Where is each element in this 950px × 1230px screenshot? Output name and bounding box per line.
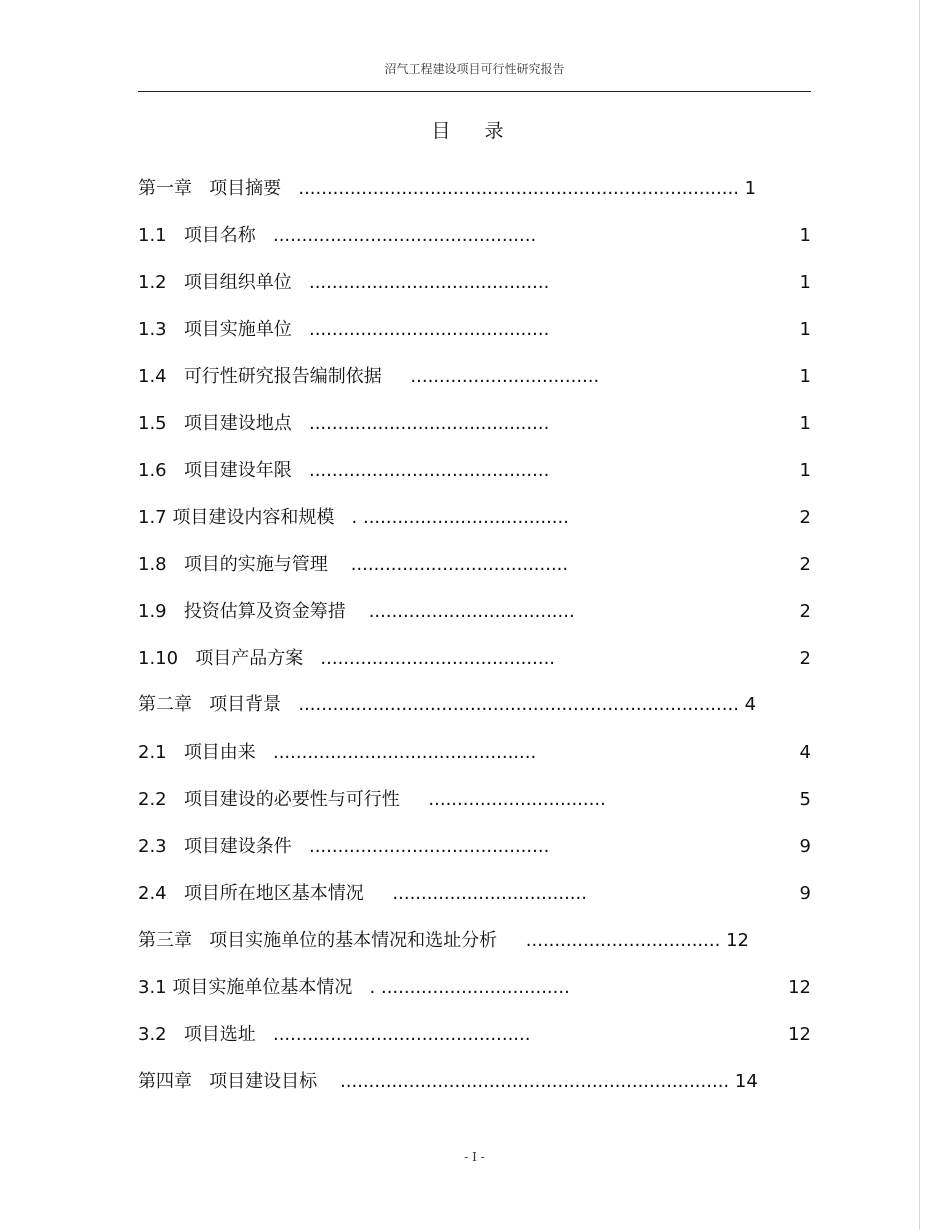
toc-entry-number: 1.7 bbox=[138, 507, 167, 528]
toc-entry-page: 2 bbox=[799, 601, 811, 622]
toc-entry-number: 2.2 bbox=[138, 789, 167, 810]
toc-entry-number: 1.4 bbox=[138, 366, 167, 387]
toc-entry-chapter-4[interactable] bbox=[138, 1069, 758, 1095]
toc-entry-leader: .......................................... bbox=[308, 460, 550, 481]
toc-entry-number: 1.6 bbox=[138, 460, 167, 481]
toc-entry-leader: . .................................... bbox=[351, 507, 569, 528]
header-rule bbox=[138, 91, 811, 92]
toc-entry-text: 项目建设内容和规模 bbox=[172, 507, 335, 528]
toc-entry-leader: ............................................................................. bbox=[298, 694, 739, 715]
toc-entry-page: 12 bbox=[788, 977, 811, 998]
toc-entry-text: 项目摘要 bbox=[209, 178, 282, 199]
toc-entry-leader: .......................................... bbox=[308, 413, 550, 434]
toc-entry-number: 1.2 bbox=[138, 272, 167, 293]
toc-entry-1-5[interactable] bbox=[138, 411, 549, 437]
toc-entry-text: 项目背景 bbox=[209, 694, 282, 715]
toc-entry-page: 1 bbox=[799, 460, 811, 481]
toc-entry-page: 1 bbox=[799, 272, 811, 293]
toc-entry-3-2[interactable] bbox=[138, 1022, 530, 1048]
toc-entry-leader: ...................................... bbox=[350, 554, 569, 575]
toc-entry-page: 12 bbox=[726, 930, 749, 951]
toc-entry-text: 项目所在地区基本情况 bbox=[183, 883, 364, 904]
toc-entry-1-1[interactable] bbox=[138, 223, 536, 249]
toc-entry-leader: .......................................... bbox=[308, 272, 550, 293]
toc-entry-leader: .......................................... bbox=[308, 836, 550, 857]
toc-entry-page: 1 bbox=[799, 319, 811, 340]
toc-entry-number: 1.1 bbox=[138, 225, 167, 246]
toc-entry-page: 14 bbox=[734, 1071, 758, 1092]
toc-entry-1-7[interactable] bbox=[138, 505, 569, 531]
toc-entry-number: 1.5 bbox=[138, 413, 167, 434]
toc-entry-text: 项目产品方案 bbox=[195, 648, 304, 669]
toc-entry-number: 1.9 bbox=[138, 601, 167, 622]
toc-entry-chapter-3[interactable] bbox=[138, 928, 749, 954]
toc-entry-text: 项目建设目标 bbox=[209, 1071, 318, 1092]
toc-entry-leader: .................................... bbox=[368, 601, 575, 622]
toc-entry-text: 项目实施单位 bbox=[183, 319, 292, 340]
toc-entry-2-1[interactable] bbox=[138, 740, 536, 766]
toc-entry-leader: .................................. bbox=[392, 883, 587, 904]
toc-entry-text: 项目组织单位 bbox=[183, 272, 292, 293]
toc-entry-number: 2.1 bbox=[138, 742, 167, 763]
toc-entry-page: 9 bbox=[799, 836, 811, 857]
toc-entry-leader: .......................................... bbox=[308, 319, 550, 340]
toc-entry-page: 2 bbox=[799, 648, 811, 669]
toc-entry-leader: .............................................. bbox=[272, 742, 537, 763]
toc-entry-leader: ......................................... bbox=[320, 648, 556, 669]
toc-entry-number: 第二章 bbox=[138, 694, 192, 715]
toc-title: 目 录 bbox=[431, 120, 518, 142]
toc-entry-number: 1.10 bbox=[138, 648, 179, 669]
toc-entry-number: 1.8 bbox=[138, 554, 167, 575]
toc-entry-text: 项目实施单位的基本情况和选址分析 bbox=[209, 930, 498, 951]
toc-entry-text: 项目建设的必要性与可行性 bbox=[183, 789, 400, 810]
toc-entry-page: 1 bbox=[744, 178, 757, 199]
toc-entry-number: 2.3 bbox=[138, 836, 167, 857]
toc-entry-chapter-1[interactable] bbox=[138, 176, 756, 202]
toc-entry-page: 5 bbox=[799, 789, 811, 810]
toc-entry-2-4[interactable] bbox=[138, 881, 587, 907]
toc-entry-page: 4 bbox=[799, 742, 811, 763]
toc-entry-1-6[interactable] bbox=[138, 458, 549, 484]
toc-entry-1-2[interactable] bbox=[138, 270, 549, 296]
toc-entry-leader: ............................................................................. bbox=[298, 178, 739, 199]
toc-entry-3-1[interactable] bbox=[138, 975, 570, 1001]
toc-entry-chapter-2[interactable] bbox=[138, 692, 756, 718]
toc-entry-1-4[interactable] bbox=[138, 364, 599, 390]
toc-entry-1-10[interactable] bbox=[138, 646, 555, 672]
toc-entry-text: 项目建设条件 bbox=[183, 836, 292, 857]
toc-entry-page: 2 bbox=[799, 507, 811, 528]
toc-entry-text: 可行性研究报告编制依据 bbox=[183, 366, 382, 387]
toc-entry-page: 1 bbox=[799, 225, 811, 246]
page-footer-number: - I - bbox=[464, 1150, 485, 1164]
toc-entry-text: 项目实施单位基本情况 bbox=[172, 977, 353, 998]
toc-entry-text: 项目名称 bbox=[183, 225, 256, 246]
toc-entry-2-3[interactable] bbox=[138, 834, 549, 860]
toc-entry-1-8[interactable] bbox=[138, 552, 568, 578]
toc-entry-number: 1.3 bbox=[138, 319, 167, 340]
toc-entry-number: 第三章 bbox=[138, 930, 192, 951]
running-header: 沼气工程建设项目可行性研究报告 bbox=[384, 62, 565, 76]
toc-entry-page: 12 bbox=[788, 1024, 811, 1045]
toc-entry-leader: ............................................. bbox=[272, 1024, 531, 1045]
toc-entry-text: 项目由来 bbox=[183, 742, 256, 763]
toc-entry-text: 项目建设地点 bbox=[183, 413, 292, 434]
toc-entry-leader: .................................. bbox=[525, 930, 721, 951]
toc-entry-page: 9 bbox=[799, 883, 811, 904]
toc-entry-text: 项目选址 bbox=[183, 1024, 256, 1045]
toc-entry-page: 1 bbox=[799, 366, 811, 387]
toc-entry-page: 2 bbox=[799, 554, 811, 575]
toc-entry-2-2[interactable] bbox=[138, 787, 606, 813]
toc-entry-page: 4 bbox=[744, 694, 757, 715]
toc-entry-leader: ............................... bbox=[428, 789, 606, 810]
toc-entry-number: 2.4 bbox=[138, 883, 167, 904]
toc-entry-number: 第一章 bbox=[138, 178, 192, 199]
toc-entry-1-3[interactable] bbox=[138, 317, 549, 343]
toc-entry-number: 第四章 bbox=[138, 1071, 192, 1092]
toc-entry-leader: ................................. bbox=[410, 366, 600, 387]
toc-entry-leader: .............................................. bbox=[272, 225, 537, 246]
toc-entry-leader: . ................................. bbox=[369, 977, 570, 998]
toc-entry-leader: .................................................................... bbox=[340, 1071, 730, 1092]
toc-entry-number: 3.2 bbox=[138, 1024, 167, 1045]
page-edge bbox=[919, 0, 920, 1230]
toc-entry-text: 项目建设年限 bbox=[183, 460, 292, 481]
toc-entry-number: 3.1 bbox=[138, 977, 167, 998]
toc-entry-text: 项目的实施与管理 bbox=[183, 554, 328, 575]
toc-entry-text: 投资估算及资金筹措 bbox=[183, 601, 346, 622]
toc-entry-1-9[interactable] bbox=[138, 599, 575, 625]
toc-entry-page: 1 bbox=[799, 413, 811, 434]
